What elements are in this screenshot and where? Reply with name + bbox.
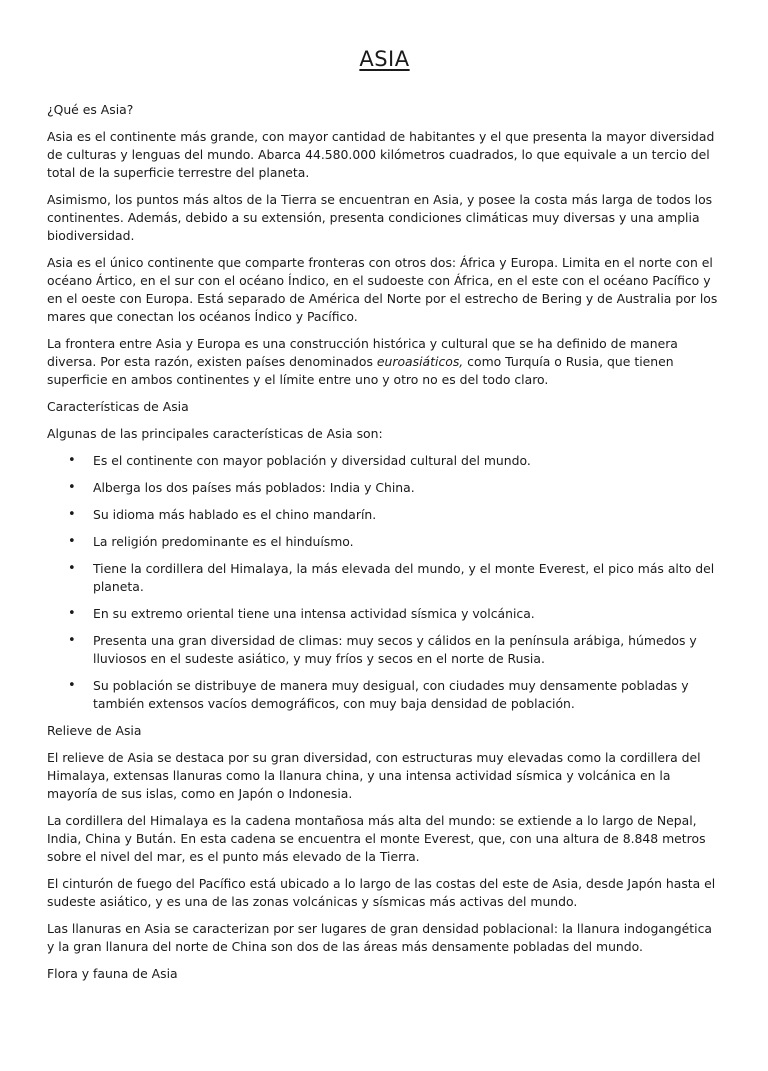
characteristics-list xyxy=(47,452,722,713)
characteristics-intro: Algunas de las principales características de Asia son: xyxy=(47,426,383,441)
paragraph-4-italic: euroasiáticos, xyxy=(376,354,464,369)
paragraph-4-text-b: como Turquía o Rusia, que tienen superficie en ambos continentes y el límite entre uno y otro no es del todo claro. xyxy=(47,354,674,387)
paragraph-2: Asimismo, los puntos más altos de la Tierra se encuentran en Asia, y posee la costa más larga de todos los continentes. Además, debido a su extensión, presenta condiciones climáticas muy diversas y una amplia biodiversidad. xyxy=(47,192,713,243)
paragraph-1: Asia es el continente más grande, con mayor cantidad de habitantes y el que presenta la mayor diversidad de culturas y lenguas del mundo. Abarca 44.580.000 kilómetros cuadrados, lo que equivale a un tercio del total de la superficie terrestre del planeta. xyxy=(47,129,715,180)
page-title: ASIA xyxy=(359,47,410,71)
list-item: • En su extremo oriental tiene una intensa actividad sísmica y volcánica. xyxy=(93,605,722,623)
list-item: • La religión predominante es el hinduísmo. xyxy=(93,533,722,551)
paragraph-4-text-a: La frontera entre Asia y Europa es una construcción histórica y cultural que se ha definido de manera diversa. Por esta razón, existen países denominados xyxy=(47,336,678,369)
section-heading-intro: ¿Qué es Asia? xyxy=(47,102,134,117)
paragraph-3: Asia es el único continente que comparte fronteras con otros dos: África y Europa. Limita en el norte con el océano Ártico, en el sur con el océano Índico, en el sudoeste con África, en el este con el océano Pacífico y en el oeste con Europa. Está separado de América del Norte por el estrecho de Bering y de Australia por los mares que conectan los océanos Índico y Pacífico. xyxy=(47,255,718,324)
list-item: • Su población se distribuye de manera muy desigual, con ciudades muy densamente pobladas y también extensos vacíos demográficos, con muy baja densidad de población. xyxy=(93,677,722,713)
list-item: • Su idioma más hablado es el chino mandarín. xyxy=(93,506,722,524)
list-item: • Tiene la cordillera del Himalaya, la más elevada del mundo, y el monte Everest, el pico más alto del planeta. xyxy=(93,560,722,596)
relief-paragraph-4: Las llanuras en Asia se caracterizan por ser lugares de gran densidad poblacional: la llanura indogangética y la gran llanura del norte de China son dos de las áreas más densamente pobladas del mundo. xyxy=(47,921,712,954)
relief-paragraph-1: El relieve de Asia se destaca por su gran diversidad, con estructuras muy elevadas como la cordillera del Himalaya, extensas llanuras como la llanura china, y una intensa actividad sísmica y volcánica en la mayoría de sus islas, como en Japón o Indonesia. xyxy=(47,750,701,801)
document-body xyxy=(47,101,722,983)
list-item: • Alberga los dos países más poblados: India y China. xyxy=(93,479,722,497)
section-heading-flora: Flora y fauna de Asia xyxy=(47,966,178,981)
paragraph-4 xyxy=(47,335,722,389)
list-item: • Presenta una gran diversidad de climas: muy secos y cálidos en la península arábiga, húmedos y lluviosos en el sudeste asiático, y muy fríos y secos en el norte de Rusia. xyxy=(93,632,722,668)
relief-paragraph-3: El cinturón de fuego del Pacífico está ubicado a lo largo de las costas del este de Asia, desde Japón hasta el sudeste asiático, y es una de las zonas volcánicas y sísmicas más activas del mundo. xyxy=(47,876,716,909)
list-item: • Es el continente con mayor población y diversidad cultural del mundo. xyxy=(93,452,722,470)
section-heading-characteristics: Características de Asia xyxy=(47,399,189,414)
section-heading-relief: Relieve de Asia xyxy=(47,723,142,738)
relief-paragraph-2: La cordillera del Himalaya es la cadena montañosa más alta del mundo: se extiende a lo largo de Nepal, India, China y Bután. En esta cadena se encuentra el monte Everest, que, con una altura de 8.848 metros sobre el nivel del mar, es el punto más elevado de la Tierra. xyxy=(47,813,706,864)
document-page xyxy=(0,47,768,1071)
